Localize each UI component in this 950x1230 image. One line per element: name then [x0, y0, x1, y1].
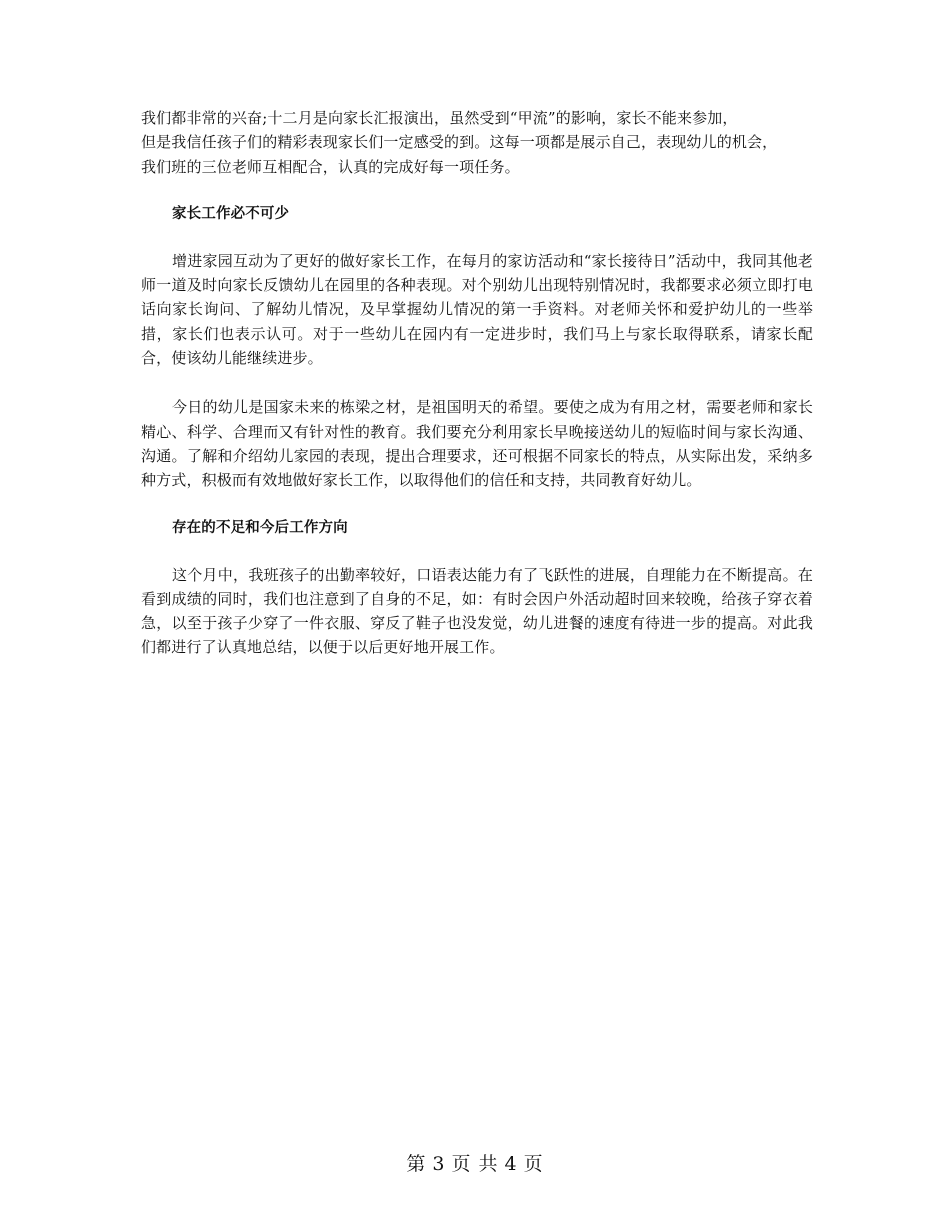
- document-body: [141, 106, 813, 660]
- footer-total-pages: 4: [504, 1153, 518, 1175]
- intro-line-2: 但是我信任孩子们的精彩表现家长们一定感受的到。这每一项都是展示自己，表现幼儿的机会，: [141, 133, 778, 152]
- section-heading-parent-work: 家长工作必不可少: [172, 205, 290, 222]
- intro-paragraph: [141, 106, 813, 179]
- footer-middle: 页 共: [451, 1153, 499, 1175]
- page-footer: [0, 1149, 950, 1179]
- footer-prefix: 第: [406, 1153, 427, 1175]
- footer-current-page: 3: [432, 1153, 446, 1175]
- footer-suffix: 页: [523, 1153, 544, 1175]
- parent-work-paragraph-1: 增进家园互动为了更好的做好家长工作，在每月的家访活动和“家长接待日”活动中，我同其他老师一道及时向家长反馈幼儿在园里的各种表现。对个别幼儿出现特别情况时，我都要求必须立即打电话向家长询问、了解幼儿情况，及早掌握幼儿情况的第一手资料。对老师关怀和爱护幼儿的一些举措，家长们也表示认可。对于一些幼儿在园内有一定进步时，我们马上与家长取得联系，请家长配合，使该幼儿能继续进步。: [141, 251, 813, 368]
- section-heading-shortcomings: 存在的不足和今后工作方向: [172, 519, 348, 536]
- shortcomings-paragraph: 这个月中，我班孩子的出勤率较好，口语表达能力有了飞跃性的进展，自理能力在不断提高。在看到成绩的同时，我们也注意到了自身的不足，如：有时会因户外活动超时回来较晚，给孩子穿衣着急，以至于孩子少穿了一件衣服、穿反了鞋子也没发觉，幼儿进餐的速度有待进一步的提高。对此我们都进行了认真地总结，以便于以后更好地开展工作。: [141, 565, 813, 657]
- parent-work-paragraph-2: 今日的幼儿是国家未来的栋梁之材，是祖国明天的希望。要使之成为有用之材，需要老师和家长精心、科学、合理而又有针对性的教育。我们要充分利用家长早晚接送幼儿的短临时间与家长沟通、沟通。了解和介绍幼儿家园的表现，提出合理要求，还可根据不同家长的特点，从实际出发，采纳多种方式，积极而有效地做好家长工作，以取得他们的信任和支持，共同教育好幼儿。: [141, 398, 813, 490]
- intro-line-1: 我们都非常的兴奋;十二月是向家长汇报演出，虽然受到“甲流”的影响，家长不能来参加，: [141, 109, 738, 127]
- intro-line-3: 我们班的三位老师互相配合，认真的完成好每一项任务。: [141, 157, 520, 176]
